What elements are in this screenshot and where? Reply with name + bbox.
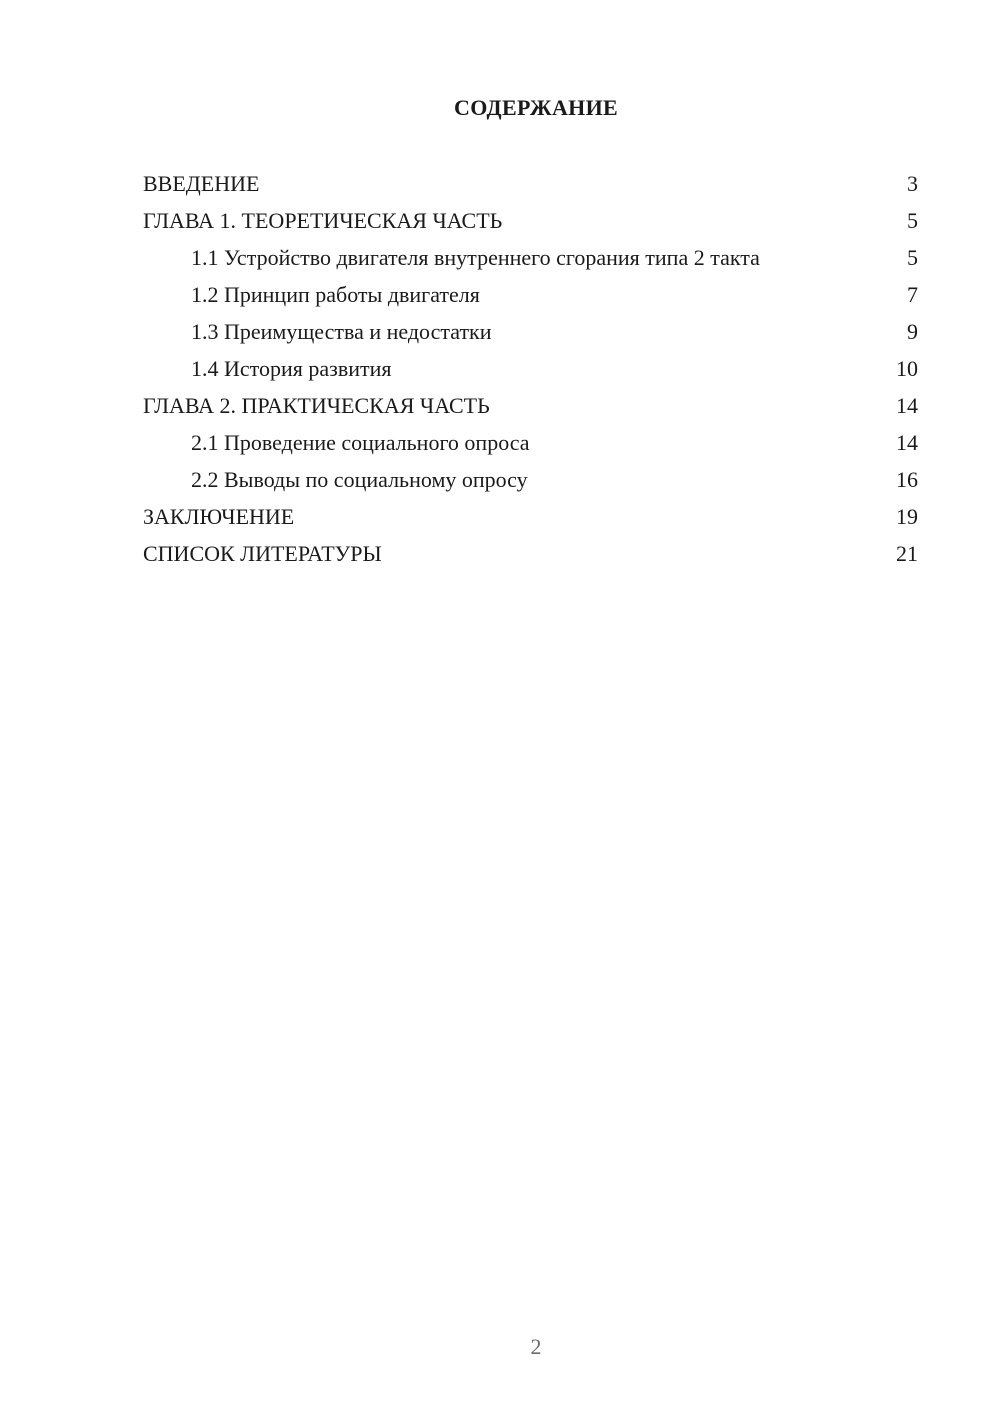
- toc-entry-section-2-1[interactable]: [143, 429, 918, 456]
- toc-entry-page: 3: [907, 171, 918, 196]
- toc-entry-chapter-1[interactable]: [143, 207, 918, 234]
- toc-entry-title: ВВЕДЕНИЕ: [143, 171, 260, 196]
- toc-entry-section-1-3[interactable]: [143, 318, 918, 345]
- toc-entry-page: 5: [907, 208, 918, 233]
- toc-entry-title: ЗАКЛЮЧЕНИЕ: [143, 504, 295, 529]
- toc-entry-title: ГЛАВА 2. ПРАКТИЧЕСКАЯ ЧАСТЬ: [143, 393, 490, 418]
- table-of-contents: [143, 170, 918, 577]
- toc-entry-page: 7: [907, 282, 918, 307]
- toc-entry-title: СПИСОК ЛИТЕРАТУРЫ: [143, 541, 382, 566]
- page-title: СОДЕРЖАНИЕ: [454, 95, 618, 120]
- toc-entry-title: 1.4 История развития: [191, 356, 392, 381]
- toc-entry-references[interactable]: [143, 540, 918, 567]
- toc-entry-title: 1.2 Принцип работы двигателя: [191, 282, 480, 307]
- toc-entry-page: 14: [896, 393, 918, 418]
- toc-entry-title: 2.2 Выводы по социальному опросу: [191, 467, 528, 492]
- toc-entry-title: ГЛАВА 1. ТЕОРЕТИЧЕСКАЯ ЧАСТЬ: [143, 208, 503, 233]
- toc-entry-page: 16: [896, 467, 918, 492]
- toc-entry-title: 1.3 Преимущества и недостатки: [191, 319, 492, 344]
- toc-entry-section-1-1[interactable]: [143, 244, 918, 271]
- toc-entry-title: 2.1 Проведение социального опроса: [191, 430, 530, 455]
- toc-entry-chapter-2[interactable]: [143, 392, 918, 419]
- toc-entry-section-2-2[interactable]: [143, 466, 918, 493]
- toc-entry-page: 14: [896, 430, 918, 455]
- toc-entry-page: 9: [907, 319, 918, 344]
- toc-entry-title: 1.1 Устройство двигателя внутреннего сгорания типа 2 такта: [191, 245, 760, 270]
- toc-entry-introduction[interactable]: [143, 170, 918, 197]
- toc-entry-page: 5: [907, 245, 918, 270]
- toc-entry-page: 19: [896, 504, 918, 529]
- toc-entry-conclusion[interactable]: [143, 503, 918, 530]
- page-number: 2: [530, 1334, 542, 1359]
- toc-entry-page: 21: [896, 541, 918, 566]
- toc-entry-page: 10: [896, 356, 918, 381]
- toc-entry-section-1-2[interactable]: [143, 281, 918, 308]
- toc-entry-section-1-4[interactable]: [143, 355, 918, 382]
